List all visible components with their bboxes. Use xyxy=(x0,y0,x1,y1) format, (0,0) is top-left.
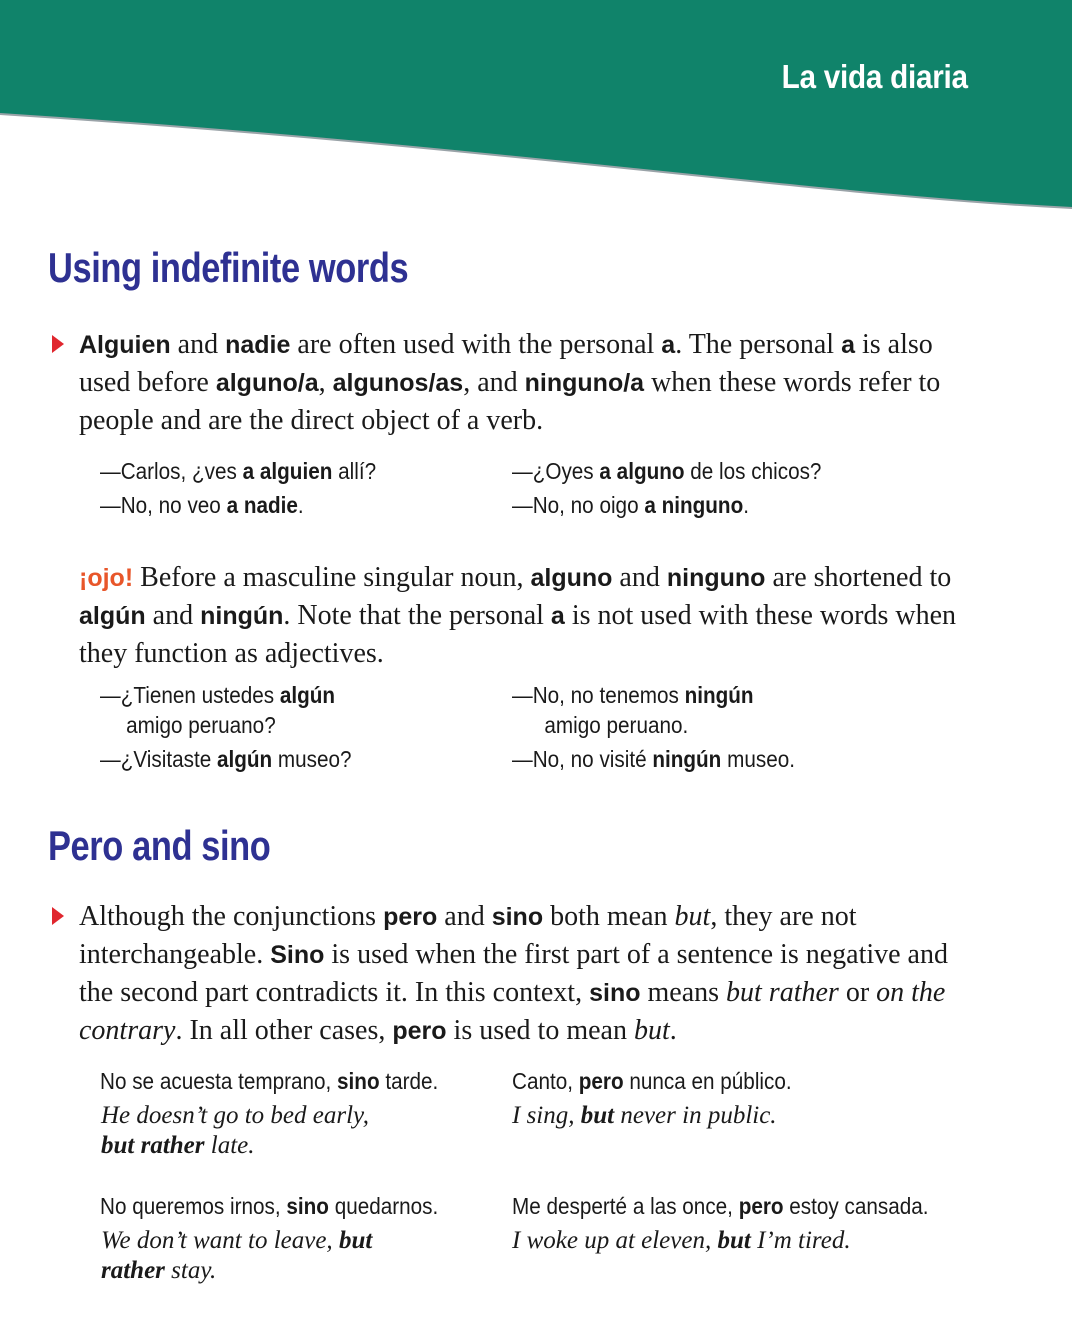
paragraph-indefinite-words: Alguien and nadie are often used with the personal a. The personal a is also used before alguno/a, algunos/as, and ninguno/a when these words refer to people and are the direct object of a verb. xyxy=(79,329,941,436)
example-spanish: No se acuesta temprano, sino tarde. xyxy=(100,1068,439,1094)
ojo-label: ¡ojo! xyxy=(79,564,134,592)
bullet-arrow-icon xyxy=(52,335,64,353)
example-line: —¿Visitaste algún museo? xyxy=(100,746,352,772)
example-spanish: No queremos irnos, sino quedarnos. xyxy=(100,1193,439,1219)
example-line: —No, no veo a nadie. xyxy=(100,492,304,518)
example-line: —No, no visité ningún museo. xyxy=(512,746,795,772)
example-line: —¿Tienen ustedes algún amigo peruano? xyxy=(100,682,336,738)
example-line: —Carlos, ¿ves a alguien allí? xyxy=(100,458,377,484)
example-translation: We don’t want to leave, but xyxy=(101,1227,373,1254)
section-title-pero-sino: Pero and sino xyxy=(48,822,271,869)
banner-shape xyxy=(0,0,1072,215)
example-translation: I sing, but never in public. xyxy=(512,1102,777,1129)
example-line: —No, no tenemos ningún amigo peruano. xyxy=(512,682,754,738)
section-title-indefinite-words: Using indefinite words xyxy=(48,244,409,291)
example-spanish: Me desperté a las once, pero estoy cansada. xyxy=(512,1193,929,1219)
example-translation: He doesn’t go to bed early, xyxy=(101,1102,370,1129)
header-banner xyxy=(0,0,1072,215)
paragraph-pero-sino: Although the conjunctions pero and sino both mean but, they are not interchangeable. Sino is used when the first part of a sentence is negative and the second part contradicts it. In this context, sino means but rather or on the contrary. In all other cases, pero is used to mean but. xyxy=(79,901,948,1046)
example-translation: but rather late. xyxy=(101,1132,255,1159)
example-spanish: Canto, pero nunca en público. xyxy=(512,1068,792,1094)
example-translation: I woke up at eleven, but I’m tired. xyxy=(512,1227,851,1254)
example-line: —¿Oyes a alguno de los chicos? xyxy=(512,458,822,484)
example-translation: rather stay. xyxy=(101,1257,217,1284)
example-line: —No, no oigo a ninguno. xyxy=(512,492,749,518)
banner-title: La vida diaria xyxy=(781,58,968,95)
bullet-arrow-icon xyxy=(52,907,64,925)
ojo-note: ¡ojo! Before a masculine singular noun, alguno and ninguno are shortened to algún and ningún. Note that the personal a is not used with these words when they function as adjectives. xyxy=(79,562,956,669)
